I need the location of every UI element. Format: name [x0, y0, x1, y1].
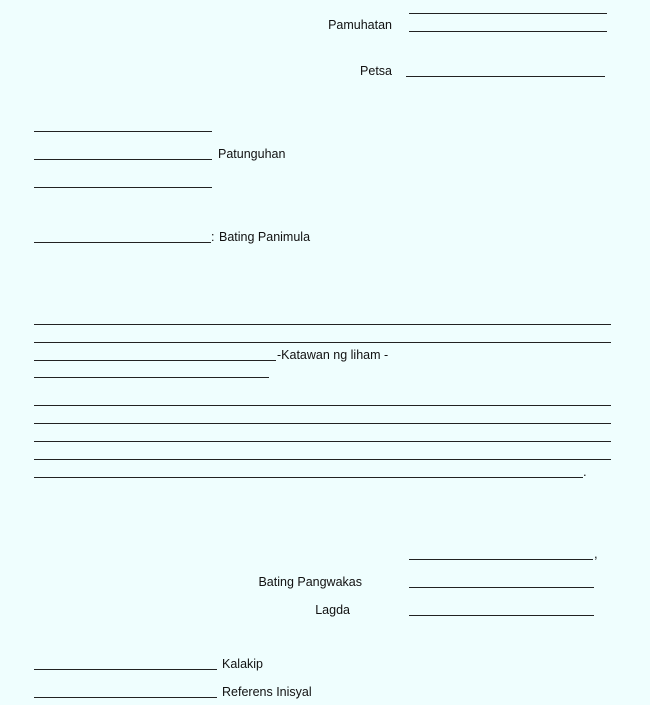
kalakip-label: Kalakip [222, 657, 263, 671]
referens-inisyal-label: Referens Inisyal [222, 685, 312, 699]
bating-pangwakas-line[interactable] [409, 587, 594, 588]
body-line-8[interactable] [34, 459, 611, 460]
katawan-label: -Katawan ng liham - [277, 348, 389, 362]
bating-pangwakas-label: Bating Pangwakas [258, 575, 362, 589]
body-line-9[interactable] [34, 477, 583, 478]
patunguhan-line-2[interactable] [34, 159, 212, 160]
body-line-4[interactable] [34, 377, 269, 378]
kalakip-line[interactable] [34, 669, 217, 670]
body-line-6[interactable] [34, 423, 611, 424]
patunguhan-line-3[interactable] [34, 187, 212, 188]
patunguhan-line-1[interactable] [34, 131, 212, 132]
petsa-line[interactable] [406, 76, 605, 77]
lagda-line[interactable] [409, 615, 594, 616]
body-line-7[interactable] [34, 441, 611, 442]
body-line-5[interactable] [34, 405, 611, 406]
bating-panimula-line[interactable] [34, 242, 211, 243]
body-line-2[interactable] [34, 342, 611, 343]
petsa-label: Petsa [360, 64, 392, 78]
referens-inisyal-line[interactable] [34, 697, 217, 698]
pamuhatan-label: Pamuhatan [328, 18, 392, 32]
patunguhan-label: Patunguhan [218, 147, 286, 161]
body-line-3[interactable] [34, 360, 276, 361]
closing-comma: , [594, 546, 598, 561]
closing-line-1[interactable] [409, 559, 593, 560]
salutation-colon: : [211, 230, 215, 244]
lagda-label: Lagda [315, 603, 350, 617]
body-line-1[interactable] [34, 324, 611, 325]
body-end-period: . [583, 464, 587, 479]
pamuhatan-line-1[interactable] [409, 13, 607, 14]
pamuhatan-line-2[interactable] [409, 31, 607, 32]
bating-panimula-label: Bating Panimula [219, 230, 311, 244]
